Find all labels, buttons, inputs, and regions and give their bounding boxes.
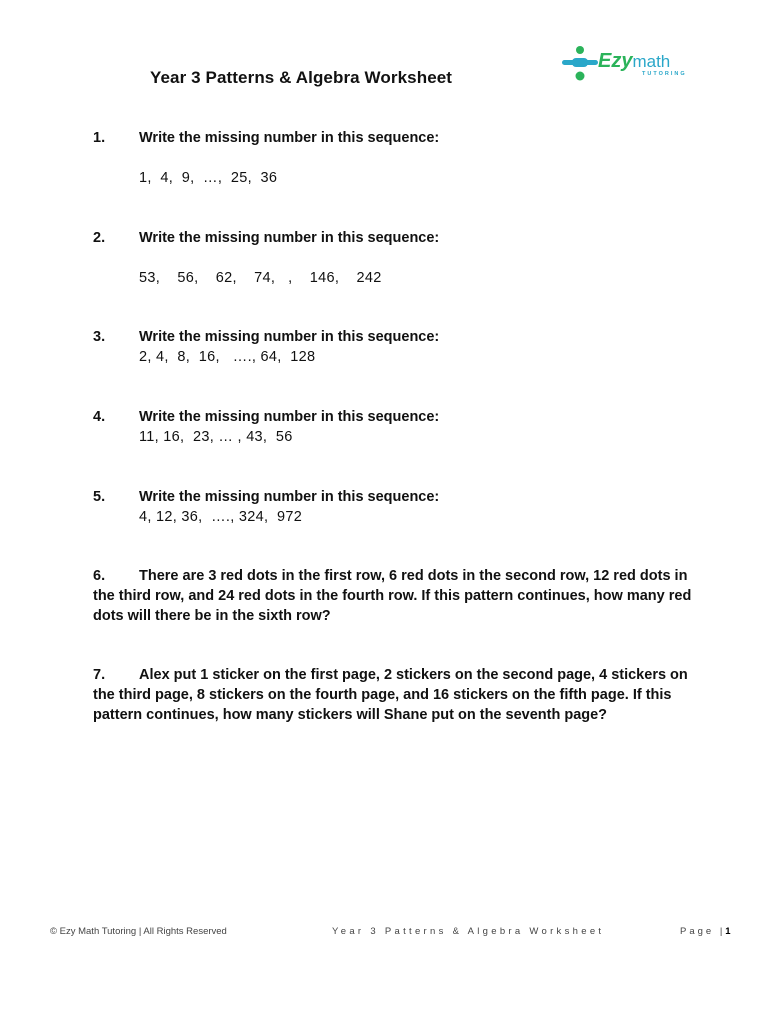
question-number: 7. bbox=[93, 667, 106, 683]
word-problem-text: There are 3 red dots in the first row, 6 red dots in the second row, 12 red dots in the third row, and 24 red dots in the fourth row. If this pattern continues, how many red dots will there be in the sixth row? bbox=[93, 568, 692, 624]
question-sequence: 2, 4, 8, 16, …., 64, 128 bbox=[139, 349, 316, 365]
footer-doc-title: Year 3 Patterns & Algebra Worksheet bbox=[332, 926, 605, 937]
question-number: 1. bbox=[93, 130, 106, 146]
footer-copyright: © Ezy Math Tutoring | All Rights Reserved bbox=[50, 926, 227, 937]
footer-page-label: Page | bbox=[680, 926, 726, 937]
logo-brand-math: math bbox=[632, 52, 671, 71]
page-title: Year 3 Patterns & Algebra Worksheet bbox=[150, 68, 453, 87]
word-problem-text: Alex put 1 sticker on the first page, 2 stickers on the second page, 4 stickers on the third page, 8 stickers on the fourth page, and 16 stickers on the fifth page. If this pattern continues, how many stickers will Shane put on the seventh page? bbox=[93, 667, 688, 723]
question-sequence: 53, 56, 62, 74, , 146, 242 bbox=[139, 270, 382, 286]
question-prompt: Write the missing number in this sequence: bbox=[139, 489, 440, 505]
question-sequence: 1, 4, 9, …, 25, 36 bbox=[139, 170, 278, 186]
question-number: 2. bbox=[93, 230, 106, 246]
question-prompt: Write the missing number in this sequence: bbox=[139, 130, 440, 146]
logo-brand-ezy: Ezy bbox=[598, 50, 633, 72]
question-sequence: 4, 12, 36, …., 324, 972 bbox=[139, 509, 303, 525]
question-number: 6. bbox=[93, 568, 106, 584]
logo-wordmark bbox=[598, 50, 670, 73]
word-problem-6 bbox=[93, 566, 693, 626]
question-number: 5. bbox=[93, 489, 106, 505]
question-number: 3. bbox=[93, 329, 106, 345]
footer-page-number: 1 bbox=[725, 926, 731, 937]
ezymath-logo bbox=[558, 44, 687, 84]
logo-subtitle: TUTORING bbox=[642, 71, 687, 77]
question-prompt: Write the missing number in this sequence: bbox=[139, 329, 440, 345]
question-prompt: Write the missing number in this sequence: bbox=[139, 230, 440, 246]
word-problem-7 bbox=[93, 665, 693, 725]
question-number: 4. bbox=[93, 409, 106, 425]
footer-page bbox=[680, 926, 731, 937]
question-prompt: Write the missing number in this sequence: bbox=[139, 409, 440, 425]
logo-figure-icon bbox=[558, 44, 598, 84]
question-sequence: 11, 16, 23, … , 43, 56 bbox=[139, 429, 293, 445]
